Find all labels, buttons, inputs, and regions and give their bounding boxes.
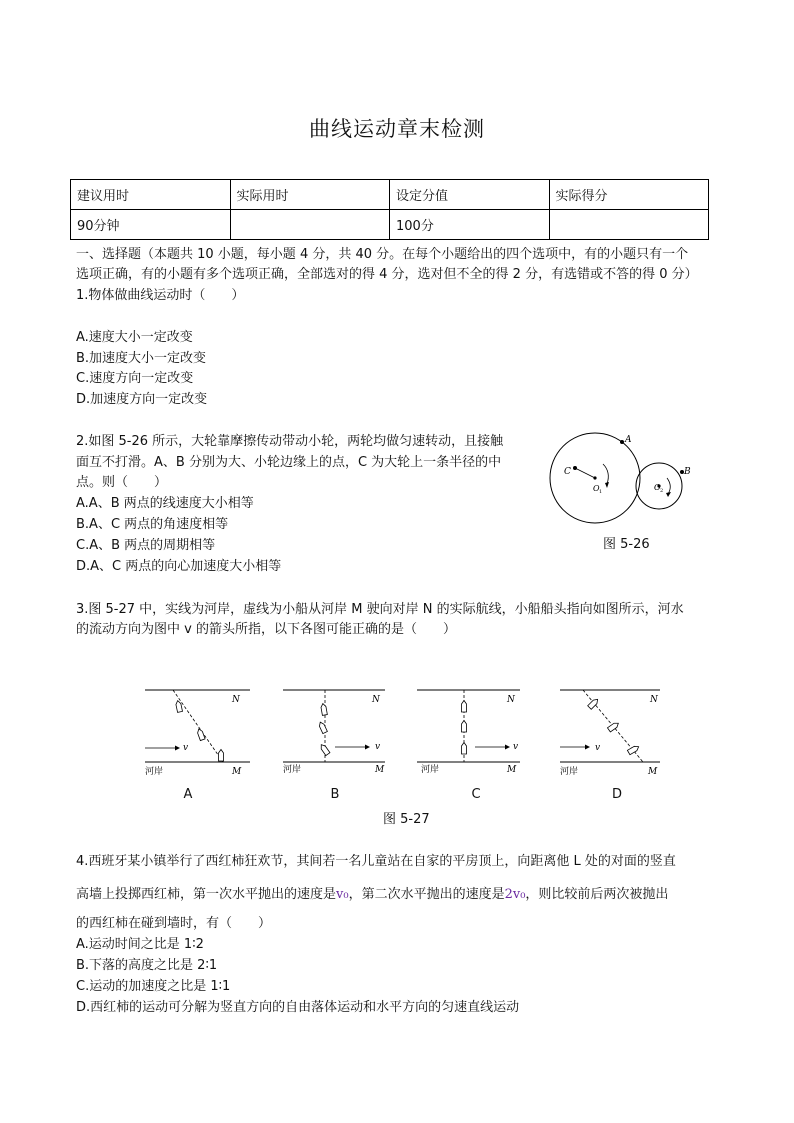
table-cell: 实际用时 <box>230 180 390 210</box>
boat-icon <box>607 721 619 732</box>
q1-stem: 1.物体做曲线运动时（ ） <box>76 288 245 303</box>
panel-label-a: A <box>183 787 193 802</box>
v-label: v <box>513 742 519 752</box>
q2-stem: 面互不打滑。A、B 分别为大、小轮边缘上的点，C 为大轮上一条半径的中 <box>76 455 502 470</box>
q4-stem: 的西红柿在碰到墙时，有（ ） <box>76 916 272 931</box>
section-instruction: 选项正确，有的小题有多个选项正确，全部选对的得 4 分，选对但不全的得 2 分，有选错或不答的得 0 分） <box>76 267 698 282</box>
table-cell: 建议用时 <box>71 180 231 210</box>
n-label: N <box>372 695 380 705</box>
panel-c <box>417 690 520 775</box>
panel-label-d: D <box>611 787 622 802</box>
m-label: M <box>507 765 517 775</box>
table-cell: 90分钟 <box>71 210 231 240</box>
boat-icon <box>462 721 467 733</box>
boat-icon <box>462 701 467 713</box>
label-o1: O <box>593 484 600 493</box>
m-label: M <box>232 767 242 777</box>
point-c <box>573 466 577 470</box>
boat-icon <box>318 721 327 734</box>
figure-5-26 <box>545 428 705 528</box>
m-label: M <box>648 767 658 777</box>
rotation-arrow-large <box>603 464 608 484</box>
q4-option: C.运动的加速度之比是 1∶1 <box>76 979 231 994</box>
label-b: B <box>684 467 691 477</box>
boat-icon <box>175 700 182 712</box>
figure-caption: 图 5-26 <box>603 537 650 552</box>
panel-b <box>283 690 385 775</box>
bank-label: 河岸 <box>145 767 164 777</box>
boat-icon <box>196 728 205 741</box>
rotation-arrow-small <box>667 478 670 494</box>
panel-a <box>145 690 250 777</box>
arrowhead-icon <box>605 482 609 488</box>
figure-caption: 图 5-27 <box>383 812 430 827</box>
q2-stem: 2.如图 5-26 所示，大轮靠摩擦传动带动小轮，两轮均做匀速转动，且接触 <box>76 434 504 449</box>
section-instruction: 一、选择题（本题共 10 小题，每小题 4 分，共 40 分。在每个小题给出的四个选项中，有的小题只有一个 <box>76 247 689 262</box>
boat-icon <box>462 743 467 755</box>
q2-option: B.A、C 两点的角速度相等 <box>76 517 229 532</box>
q4-stem: 4.西班牙某小镇举行了西红柿狂欢节，其间若一名儿童站在自家的平房顶上，向距离他 L 处的对面的竖直 <box>76 854 676 869</box>
q4-stem <box>76 885 668 905</box>
q2-stem: 点。则（ ） <box>76 475 168 490</box>
figure-5-27 <box>135 680 670 780</box>
table-cell <box>549 210 709 240</box>
boat-icon <box>219 750 224 762</box>
bank-label: 河岸 <box>560 767 579 777</box>
q4-option: A.运动时间之比是 1∶2 <box>76 937 204 952</box>
table-row <box>71 180 709 210</box>
table-cell: 100分 <box>390 210 550 240</box>
bank-label: 河岸 <box>283 765 302 775</box>
n-label: N <box>650 695 658 705</box>
arrowhead-icon <box>666 492 671 497</box>
q2-option: D.A、C 两点的向心加速度大小相等 <box>76 559 282 574</box>
q4-option: B.下落的高度之比是 2∶1 <box>76 958 218 973</box>
point-a <box>620 440 624 444</box>
n-label: N <box>232 695 240 705</box>
table-row <box>71 210 709 240</box>
arrowhead-icon <box>585 745 590 750</box>
page-title: 曲线运动章末检测 <box>309 117 485 141</box>
n-label: N <box>507 695 515 705</box>
table-cell <box>230 210 390 240</box>
label-c: C <box>564 467 571 477</box>
panel-label-b: B <box>330 787 340 802</box>
label-o2-sub: 2 <box>660 488 664 494</box>
time-score-table <box>70 179 709 240</box>
q1-option: C.速度方向一定改变 <box>76 371 194 386</box>
q3-stem: 的流动方向为图中 v 的箭头所指，以下各图可能正确的是（ ） <box>76 622 456 637</box>
q1-option: D.加速度方向一定改变 <box>76 392 208 407</box>
q4-option: D.西红柿的运动可分解为竖直方向的自由落体运动和水平方向的匀速直线运动 <box>76 1000 520 1015</box>
arrowhead-icon <box>175 746 180 751</box>
radius-line <box>575 468 595 478</box>
two-v0-symbol: 2v₀ <box>504 887 526 902</box>
v0-symbol: v₀ <box>336 887 349 902</box>
v-label: v <box>375 742 381 752</box>
q3-stem: 3.图 5-27 中，实线为河岸，虚线为小船从河岸 M 驶向对岸 N 的实际航线，小船船头指向如图所示，河水 <box>76 602 684 617</box>
label-o1-sub: 1 <box>599 489 603 495</box>
panel-label-c: C <box>471 787 481 802</box>
boat-icon <box>319 743 330 755</box>
boat-icon <box>320 703 327 715</box>
q2-option: C.A、B 两点的周期相等 <box>76 538 216 553</box>
v-label: v <box>183 743 189 753</box>
q4-stem-part: ，则比较前后两次被抛出 <box>525 887 669 902</box>
q4-stem-part: 高墙上投掷西红柿，第一次水平抛出的速度是 <box>76 887 337 902</box>
label-o2: O <box>654 483 661 492</box>
bank-label: 河岸 <box>421 765 440 775</box>
table-cell: 实际得分 <box>549 180 709 210</box>
arrowhead-icon <box>365 745 370 750</box>
q2-option: A.A、B 两点的线速度大小相等 <box>76 496 254 511</box>
q1-option: B.加速度大小一定改变 <box>76 351 207 366</box>
v-label: v <box>595 743 601 753</box>
m-label: M <box>375 765 385 775</box>
label-a: A <box>625 435 632 445</box>
arrowhead-icon <box>505 745 510 750</box>
q1-option: A.速度大小一定改变 <box>76 330 193 345</box>
table-cell: 设定分值 <box>390 180 550 210</box>
q4-stem-part: ，第二次水平抛出的速度是 <box>348 887 505 902</box>
panel-d <box>560 690 660 777</box>
